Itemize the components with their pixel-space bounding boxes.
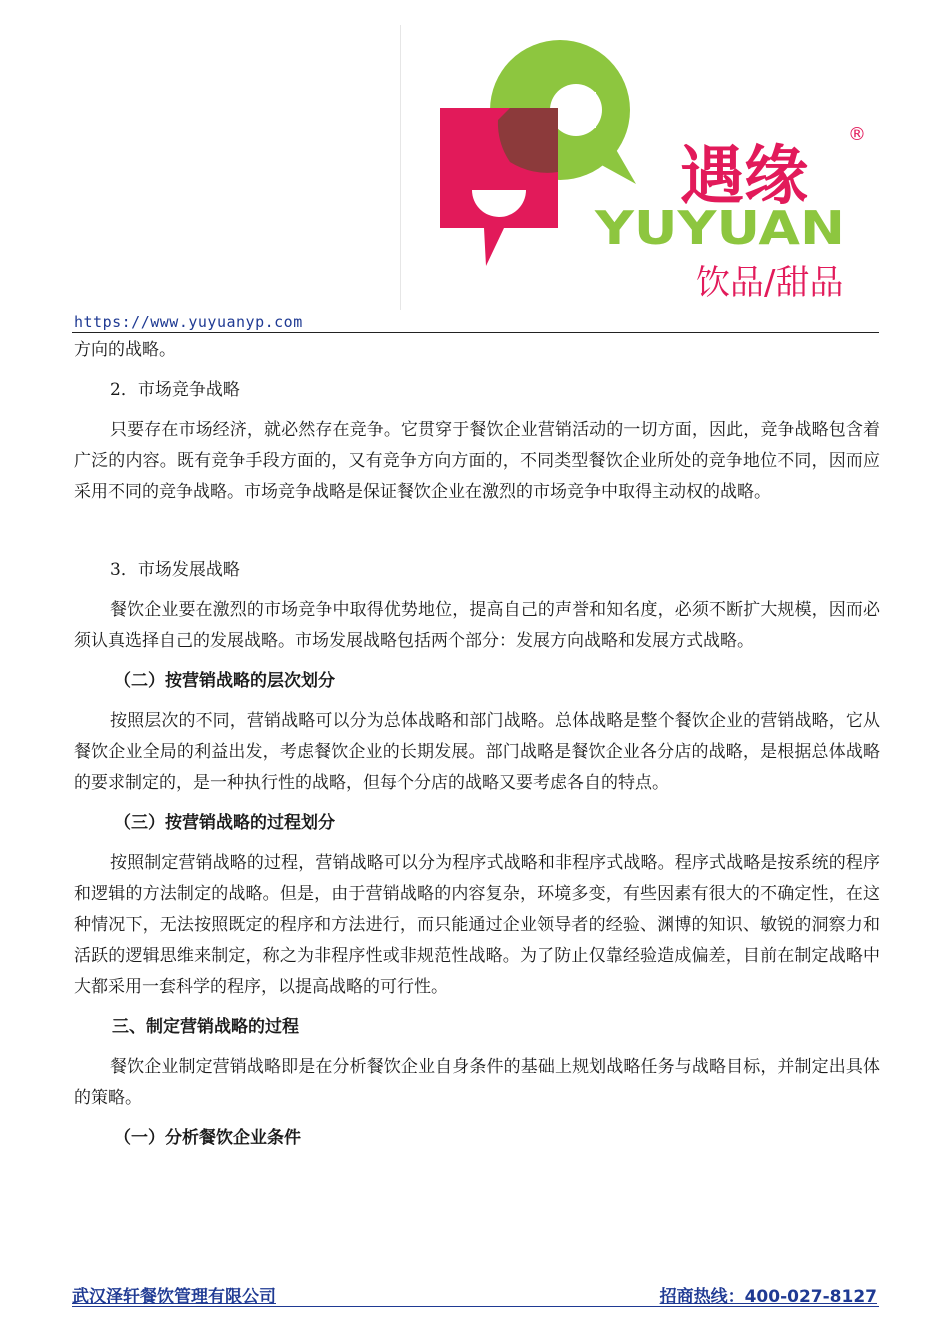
paragraph-development: 餐饮企业要在激烈的市场竞争中取得优势地位，提高自己的声誉和知名度，必须不断扩大规模，因而必须认真选择自己的发展战略。市场发展战略包括两个部分：发展方向战略和发展方式战略。: [74, 600, 880, 651]
logo-brand-en: YUYUAN: [593, 201, 845, 255]
paragraph-by-process: 按照制定营销战略的过程，营销战略可以分为程序式战略和非程序式战略。程序式战略是按系统的程序和逻辑的方法制定的战略。但是，由于营销战略的内容复杂，环境多变，有些因素有很大的不确定性，在这种情况下，无法按照既定的程序和方法进行，而只能通过企业领导者的经验、渊博的知识、敏锐的洞察力和活跃的逻辑思维来制定，称之为非程序性或非规范性战略。为了防止仅靠经验造成偏差，目前在制定战略中大都采用一套科学的程序，以提高战略的可行性。: [74, 853, 880, 997]
page-footer: [72, 1280, 879, 1307]
footer-company-link[interactable]: 武汉泽轩餐饮管理有限公司: [72, 1287, 276, 1307]
heading-by-level: （二）按营销战略的层次划分: [114, 671, 335, 691]
paragraph-continuation: 方向的战略。: [74, 340, 176, 360]
logo-brand-cn: 遇缘: [680, 140, 808, 214]
header-rule: [72, 332, 879, 333]
logo-tagline: 饮品/甜品: [696, 263, 844, 303]
heading-by-process: （三）按营销战略的过程划分: [114, 813, 335, 833]
heading-section-three: 三、制定营销战略的过程: [112, 1017, 299, 1037]
heading-analyze-conditions: （一）分析餐饮企业条件: [114, 1128, 301, 1148]
brand-logo: [400, 22, 870, 312]
footer-hotline-link[interactable]: 招商热线：400-027-8127: [659, 1287, 877, 1307]
logo-registered-mark: ®: [848, 124, 866, 145]
paragraph-by-level: 按照层次的不同，营销战略可以分为总体战略和部门战略。总体战略是整个餐饮企业的营销战略，它从餐饮企业全局的利益出发，考虑餐饮企业的长期发展。部门战略是餐饮企业各分店的战略，是根据总体战略的要求制定的，是一种执行性的战略，但每个分店的战略又要考虑各自的特点。: [74, 711, 880, 793]
heading-market-competition: 2．市场竞争战略: [110, 380, 240, 400]
paragraph-competition: 只要存在市场经济，就必然存在竞争。它贯穿于餐饮企业营销活动的一切方面，因此，竞争战略包含着广泛的内容。既有竞争手段方面的，又有竞争方向方面的，不同类型餐饮企业所处的竞争地位不同，因而应采用不同的竞争战略。市场竞争战略是保证餐饮企业在激烈的市场竞争中取得主动权的战略。: [74, 420, 880, 502]
document-body: [74, 335, 880, 1154]
heading-market-development: 3．市场发展战略: [110, 560, 240, 580]
header-url[interactable]: https://www.yuyuanyp.com: [74, 313, 303, 331]
paragraph-section-three: 餐饮企业制定营销战略即是在分析餐饮企业自身条件的基础上规划战略任务与战略目标，并制定出具体的策略。: [74, 1057, 880, 1108]
